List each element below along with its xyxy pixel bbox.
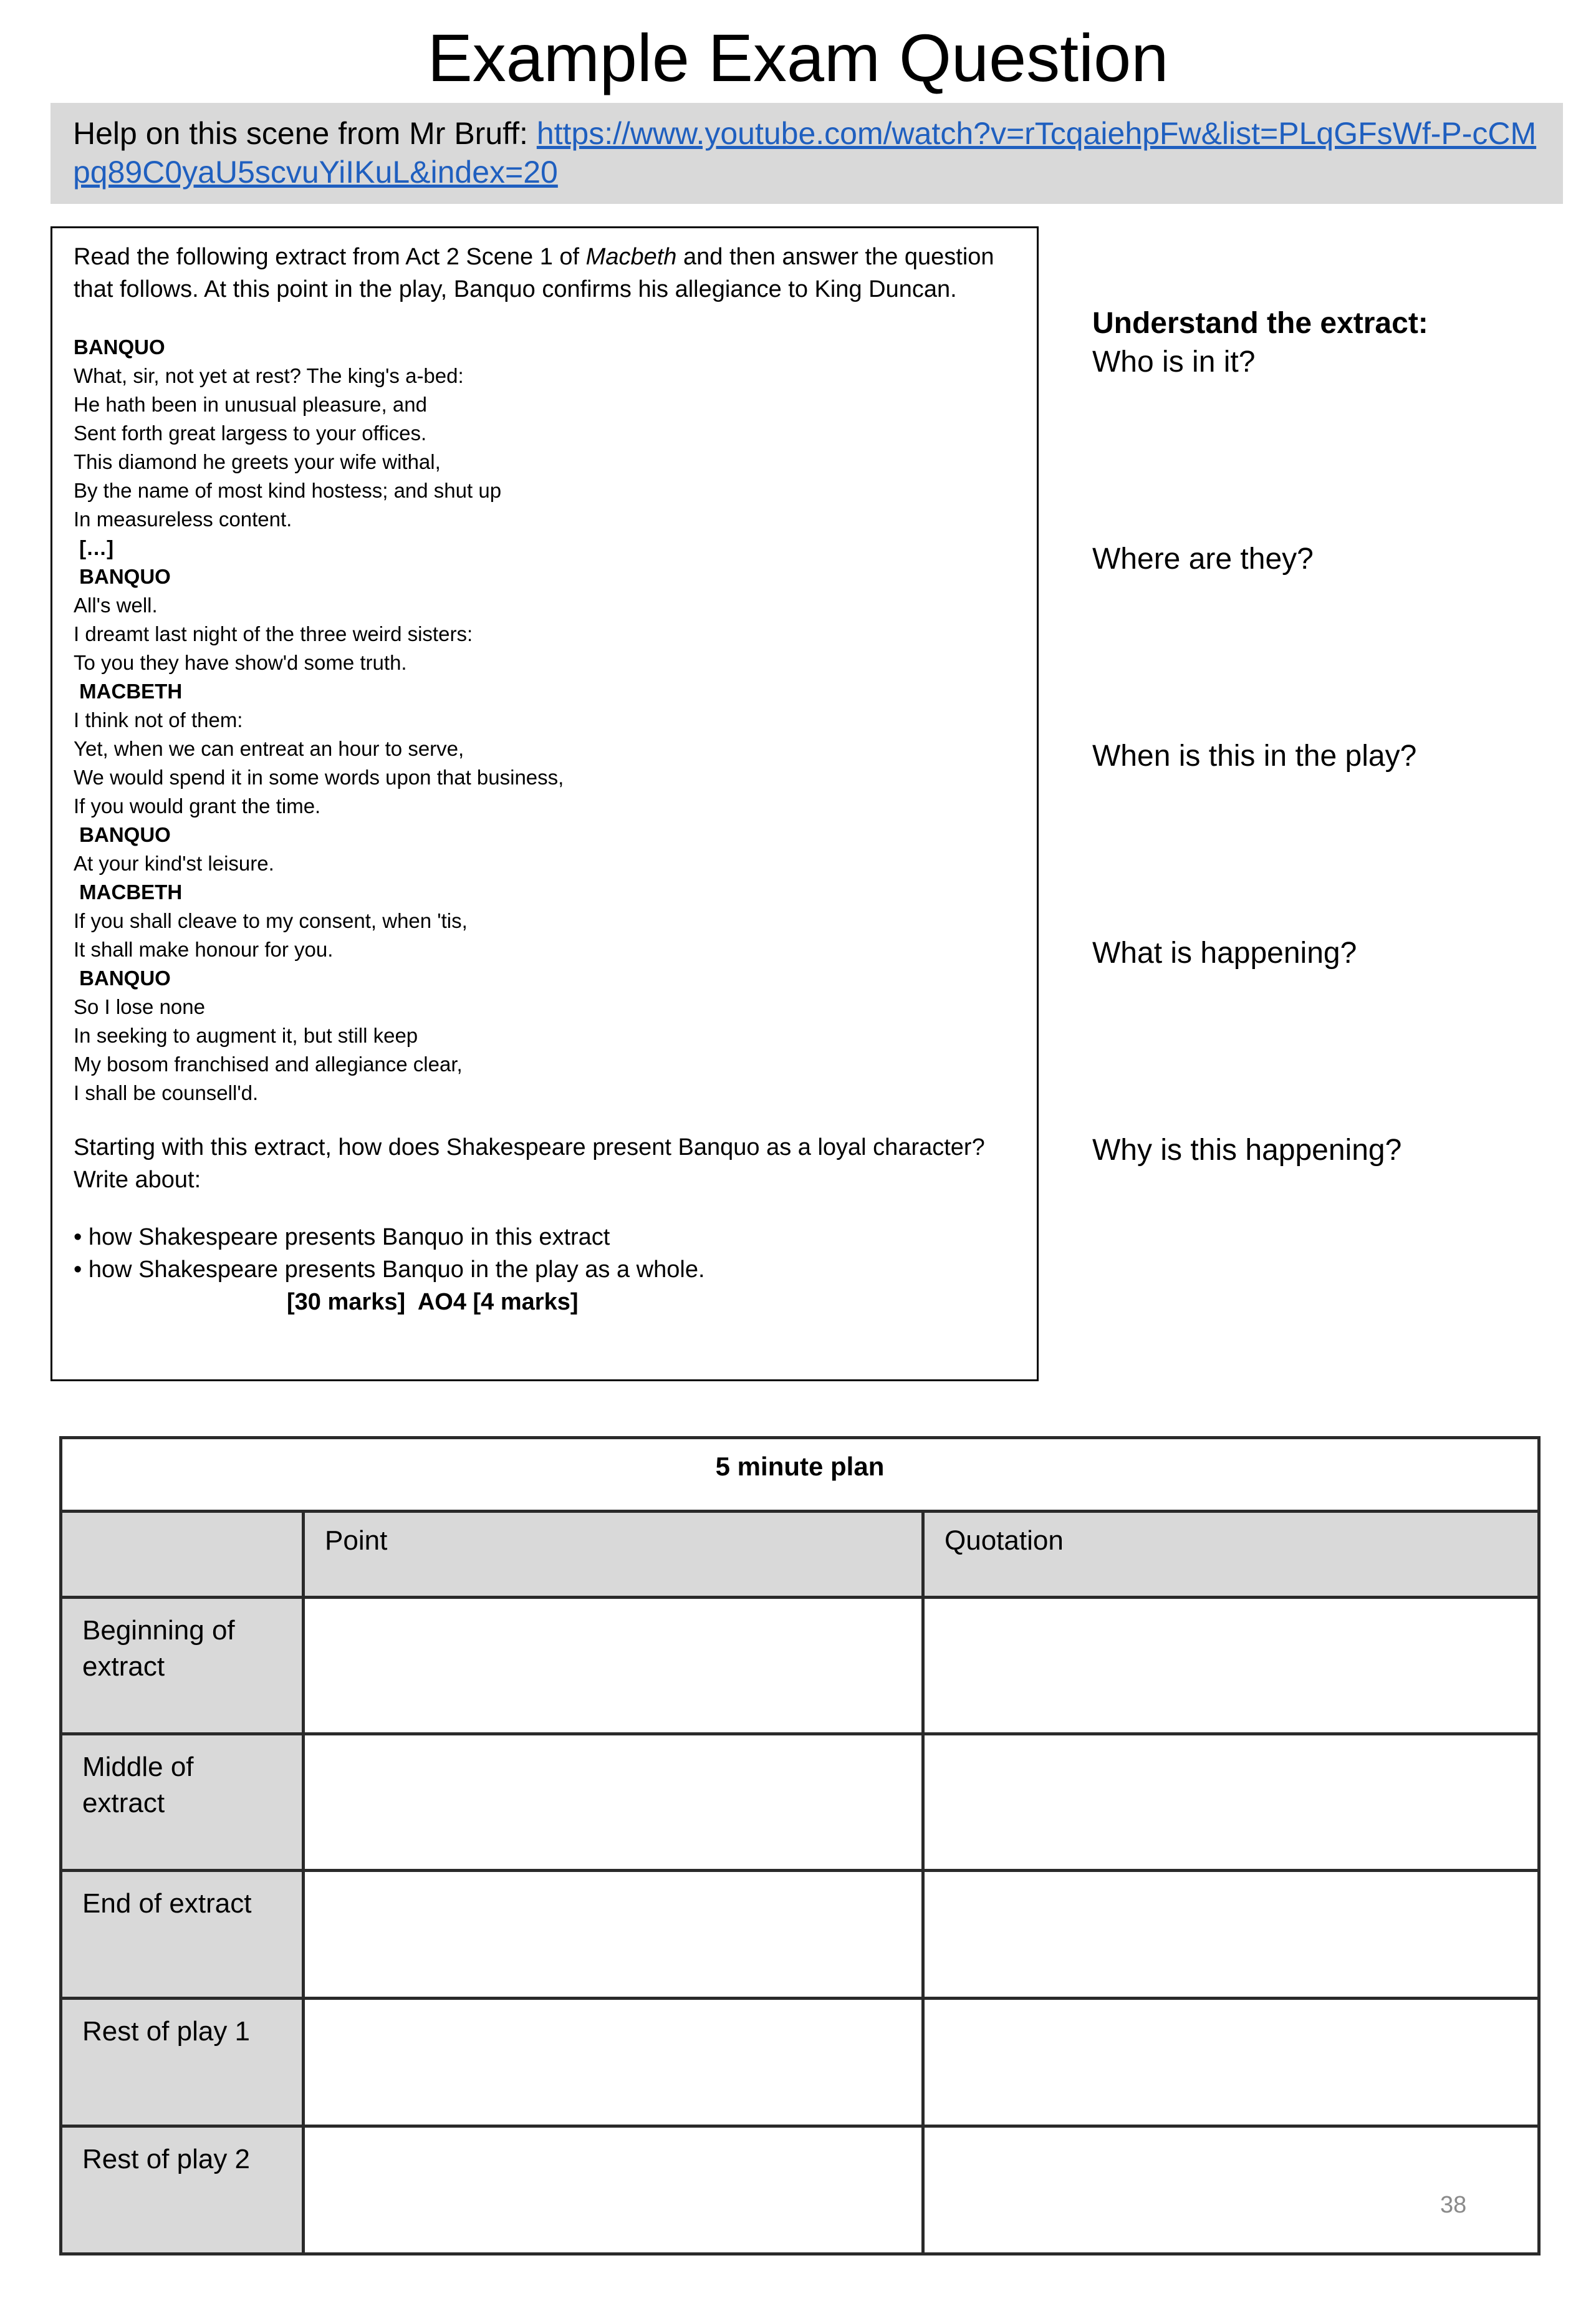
script-line: At your kind'st leisure. xyxy=(74,852,274,875)
prompt-why: Why is this happening? xyxy=(1092,1134,1402,1167)
script-line: Yet, when we can entreat an hour to serve, xyxy=(74,737,464,760)
bullet-list xyxy=(74,1221,1016,1286)
quotation-cell[interactable] xyxy=(923,1598,1539,1734)
point-cell[interactable] xyxy=(304,1871,923,1999)
script-extract xyxy=(74,333,1016,1107)
script-line: All's well. xyxy=(74,594,158,617)
speaker-name: […] xyxy=(74,536,114,559)
row-label: Rest of play 1 xyxy=(61,1999,304,2126)
table-row xyxy=(61,1734,1539,1871)
quotation-cell[interactable] xyxy=(923,2126,1539,2254)
script-line: What, sir, not yet at rest? The king's a-bed: xyxy=(74,364,464,387)
youtube-link[interactable]: https://www.youtube.com/watch?v=rTcqaiehpFw&list=PLqGFsWf-P-cCMpq89C0yaU5scvuYiIKuL&index=20 xyxy=(73,116,1537,190)
quotation-cell[interactable] xyxy=(923,1871,1539,1999)
bullet-item: • how Shakespeare presents Banquo in the play as a whole. xyxy=(74,1257,705,1283)
prompt-when: When is this in the play? xyxy=(1092,740,1417,773)
help-banner xyxy=(50,103,1563,204)
script-line: We would spend it in some words upon that business, xyxy=(74,766,564,789)
script-line: I shall be counsell'd. xyxy=(74,1081,259,1104)
script-line: He hath been in unusual pleasure, and xyxy=(74,393,427,416)
table-row xyxy=(61,2126,1539,2254)
script-line: I think not of them: xyxy=(74,708,243,731)
page-title: Example Exam Question xyxy=(427,20,1169,95)
table-row xyxy=(61,1871,1539,1999)
speaker-name: MACBETH xyxy=(74,880,183,904)
speaker-name: BANQUO xyxy=(74,565,171,588)
script-line: It shall make honour for you. xyxy=(74,938,334,961)
row-label: Rest of play 2 xyxy=(61,2126,304,2254)
exam-question: Starting with this extract, how does Shakespeare present Banquo as a loyal character? Write about: xyxy=(74,1134,985,1193)
script-line: In seeking to augment it, but still keep xyxy=(74,1024,418,1047)
prompt-who: Who is in it? xyxy=(1092,345,1256,379)
extract-box xyxy=(50,226,1039,1381)
script-line: Sent forth great largess to your offices. xyxy=(74,422,427,445)
speaker-name: MACBETH xyxy=(74,680,183,703)
intro-text-after: and then answer the question that follows. At this point in the play, Banquo confirms his allegiance to King Duncan. xyxy=(74,244,994,302)
script-line: In measureless content. xyxy=(74,508,292,531)
point-cell[interactable] xyxy=(304,1734,923,1871)
speaker-name: BANQUO xyxy=(74,823,171,846)
point-cell[interactable] xyxy=(304,2126,923,2254)
point-cell[interactable] xyxy=(304,1598,923,1734)
table-row xyxy=(61,1999,1539,2126)
prompt-what: What is happening? xyxy=(1092,937,1357,970)
header-point: Point xyxy=(304,1512,923,1598)
help-prefix: Help on this scene from Mr Bruff: xyxy=(73,116,537,151)
script-line: So I lose none xyxy=(74,995,205,1018)
page-number: 38 xyxy=(1440,2192,1467,2218)
quotation-cell[interactable] xyxy=(923,1734,1539,1871)
understand-heading: Understand the extract: xyxy=(1092,307,1428,340)
script-line: This diamond he greets your wife withal, xyxy=(74,450,441,473)
intro-text-before: Read the following extract from Act 2 Scene 1 of xyxy=(74,244,586,270)
script-line: If you shall cleave to my consent, when 'tis, xyxy=(74,909,468,932)
table-row xyxy=(61,1598,1539,1734)
script-line: I dreamt last night of the three weird sisters: xyxy=(74,622,473,645)
quotation-cell[interactable] xyxy=(923,1999,1539,2126)
play-title: Macbeth xyxy=(585,244,677,270)
understand-panel xyxy=(1092,304,1566,1167)
point-cell[interactable] xyxy=(304,1999,923,2126)
extract-intro xyxy=(74,241,1016,306)
bullet-item: • how Shakespeare presents Banquo in this extract xyxy=(74,1224,610,1250)
prompt-where: Where are they? xyxy=(1092,543,1314,576)
row-label: Middle of extract xyxy=(61,1734,304,1871)
row-label: End of extract xyxy=(61,1871,304,1999)
script-line: To you they have show'd some truth. xyxy=(74,651,407,674)
header-blank xyxy=(61,1512,304,1598)
speaker-name: BANQUO xyxy=(74,335,165,359)
plan-caption: 5 minute plan xyxy=(61,1438,1539,1512)
script-line: By the name of most kind hostess; and shut up xyxy=(74,479,502,502)
speaker-name: BANQUO xyxy=(74,967,171,990)
plan-table xyxy=(59,1436,1541,2255)
row-label: Beginning of extract xyxy=(61,1598,304,1734)
script-line: If you would grant the time. xyxy=(74,794,321,818)
script-line: My bosom franchised and allegiance clear, xyxy=(74,1053,463,1076)
marks-allocation: [30 marks] AO4 [4 marks] xyxy=(287,1289,579,1315)
header-quotation: Quotation xyxy=(923,1512,1539,1598)
